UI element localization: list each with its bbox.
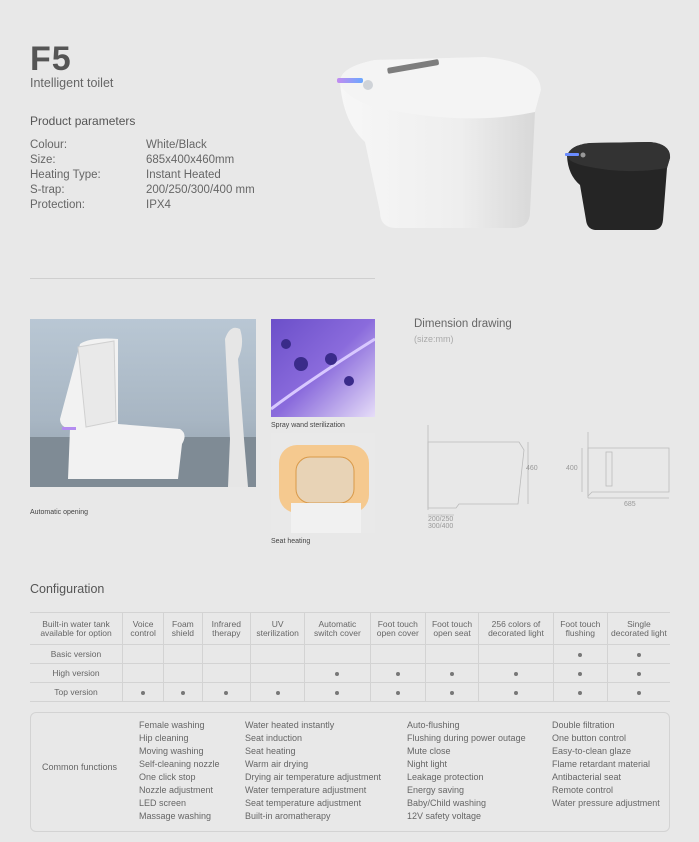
function-item: Nozzle adjustment [139, 785, 214, 795]
feature-mark [607, 645, 670, 664]
column-header: UV sterilization [251, 613, 305, 645]
feature-mark [607, 683, 670, 702]
function-item: Warm air drying [245, 759, 309, 769]
dimension-unit: (size:mm) [414, 334, 454, 344]
function-item: Flame retardant material [552, 759, 651, 769]
param-row [30, 169, 290, 181]
dimension-trap-label-2: 300/400 [428, 523, 454, 530]
feature-empty [202, 645, 251, 664]
feature-mark [123, 683, 164, 702]
function-item: Hip cleaning [139, 733, 189, 743]
row-label: Top version [30, 683, 123, 702]
feature-mark [164, 683, 202, 702]
functions-column [245, 719, 381, 823]
feature-mark [553, 683, 607, 702]
feature-empty [123, 664, 164, 683]
table-header-row [30, 613, 670, 645]
dot-icon [224, 691, 228, 695]
feature-empty [305, 645, 371, 664]
param-key: Size: [30, 154, 56, 166]
feature-empty [425, 645, 478, 664]
function-item: Energy saving [407, 785, 465, 795]
dot-icon [514, 691, 518, 695]
functions-column [407, 719, 526, 823]
dot-icon [514, 672, 518, 676]
feature-mark [305, 664, 371, 683]
param-key: Colour: [30, 139, 68, 151]
function-item: Built-in aromatherapy [245, 811, 331, 821]
feature-mark [607, 664, 670, 683]
dot-icon [637, 653, 641, 657]
function-item: Leakage protection [407, 772, 484, 782]
param-value: Instant Heated [146, 169, 221, 181]
function-item: Seat heating [245, 746, 296, 756]
section-divider [30, 278, 375, 279]
feature-empty [123, 645, 164, 664]
column-header: Foot touch flushing [553, 613, 607, 645]
column-header: 256 colors of decorated light [479, 613, 554, 645]
automatic-opening-photo [30, 319, 256, 487]
column-header: Voice control [123, 613, 164, 645]
feature-mark [479, 664, 554, 683]
white-toilet-image [335, 52, 545, 232]
feature-empty [251, 645, 305, 664]
feature-mark [425, 683, 478, 702]
functions-column [139, 719, 220, 823]
dot-icon [276, 691, 280, 695]
black-toilet-image [565, 140, 673, 232]
row-label: High version [30, 664, 123, 683]
function-item: Double filtration [552, 720, 615, 730]
function-item: Moving washing [139, 746, 204, 756]
function-item: Female washing [139, 720, 205, 730]
feature-mark [251, 683, 305, 702]
common-functions-label: Common functions [42, 762, 118, 772]
feature-mark [305, 683, 371, 702]
dimension-trap-label: 200/250 [428, 516, 454, 523]
seat-heating-photo [271, 433, 375, 533]
param-value: IPX4 [146, 199, 171, 211]
dot-icon [450, 672, 454, 676]
feature-mark [425, 664, 478, 683]
dot-icon [450, 691, 454, 695]
feature-empty [164, 645, 202, 664]
feature-mark [479, 683, 554, 702]
dot-icon [578, 672, 582, 676]
function-item: One button control [552, 733, 627, 743]
configuration-heading: Configuration [30, 582, 105, 596]
dimension-height-label: 460 [526, 465, 538, 472]
function-item: Night light [407, 759, 448, 769]
feature-empty [164, 664, 202, 683]
param-row [30, 184, 290, 196]
dot-icon [578, 653, 582, 657]
table-row [30, 664, 670, 683]
column-header: Built-in water tank available for option [30, 613, 123, 645]
function-item: Water pressure adjustment [552, 798, 660, 808]
column-header: Foot touch open cover [370, 613, 425, 645]
param-row [30, 154, 290, 166]
param-key: S-trap: [30, 184, 65, 196]
dot-icon [637, 672, 641, 676]
function-item: Easy-to-clean glaze [552, 746, 632, 756]
spray-sterilization-caption: Spray wand sterilization [271, 422, 345, 429]
table-row [30, 645, 670, 664]
param-key: Heating Type: [30, 169, 101, 181]
function-item: Water heated instantly [245, 720, 335, 730]
product-title: F5 [30, 40, 72, 78]
function-item: Seat temperature adjustment [245, 798, 362, 808]
param-row [30, 199, 290, 211]
column-header: Foot touch open seat [425, 613, 478, 645]
dot-icon [181, 691, 185, 695]
function-item: Antibacterial seat [552, 772, 622, 782]
function-item: Mute close [407, 746, 451, 756]
function-item: Self-cleaning nozzle [139, 759, 220, 769]
dot-icon [637, 691, 641, 695]
row-label: Basic version [30, 645, 123, 664]
params-heading: Product parameters [30, 114, 136, 128]
function-item: 12V safety voltage [407, 811, 482, 821]
dot-icon [396, 672, 400, 676]
dot-icon [396, 691, 400, 695]
feature-mark [553, 664, 607, 683]
column-header: Single decorated light [607, 613, 670, 645]
feature-empty [251, 664, 305, 683]
configuration-table [30, 612, 670, 702]
feature-mark [370, 683, 425, 702]
table-row [30, 683, 670, 702]
product-subtitle: Intelligent toilet [30, 76, 114, 90]
dot-icon [578, 691, 582, 695]
function-item: LED screen [139, 798, 187, 808]
spray-sterilization-photo [271, 319, 375, 417]
dimension-side-height-label: 400 [566, 465, 578, 472]
function-item: Baby/Child washing [407, 798, 487, 808]
param-row [30, 139, 290, 151]
dot-icon [335, 672, 339, 676]
function-item: One click stop [139, 772, 196, 782]
param-value: White/Black [146, 139, 207, 151]
feature-empty [202, 664, 251, 683]
dimension-heading: Dimension drawing [414, 318, 512, 330]
function-item: Auto-flushing [407, 720, 460, 730]
function-item: Drying air temperature adjustment [245, 772, 382, 782]
column-header: Infrared therapy [202, 613, 251, 645]
param-value: 685x400x460mm [146, 154, 235, 166]
functions-column [552, 719, 660, 810]
param-value: 200/250/300/400 mm [146, 184, 255, 196]
column-header: Foam shield [164, 613, 202, 645]
feature-empty [479, 645, 554, 664]
function-item: Seat induction [245, 733, 303, 743]
function-item: Remote control [552, 785, 614, 795]
function-item: Water temperature adjustment [245, 785, 367, 795]
feature-mark [370, 664, 425, 683]
feature-empty [370, 645, 425, 664]
feature-mark [553, 645, 607, 664]
param-key: Protection: [30, 199, 85, 211]
automatic-opening-caption: Automatic opening [30, 509, 88, 516]
dot-icon [141, 691, 145, 695]
feature-mark [202, 683, 251, 702]
dot-icon [335, 691, 339, 695]
column-header: Automatic switch cover [305, 613, 371, 645]
function-item: Massage washing [139, 811, 212, 821]
function-item: Flushing during power outage [407, 733, 526, 743]
dimension-width-label: 685 [624, 501, 636, 508]
seat-heating-caption: Seat heating [271, 538, 311, 545]
